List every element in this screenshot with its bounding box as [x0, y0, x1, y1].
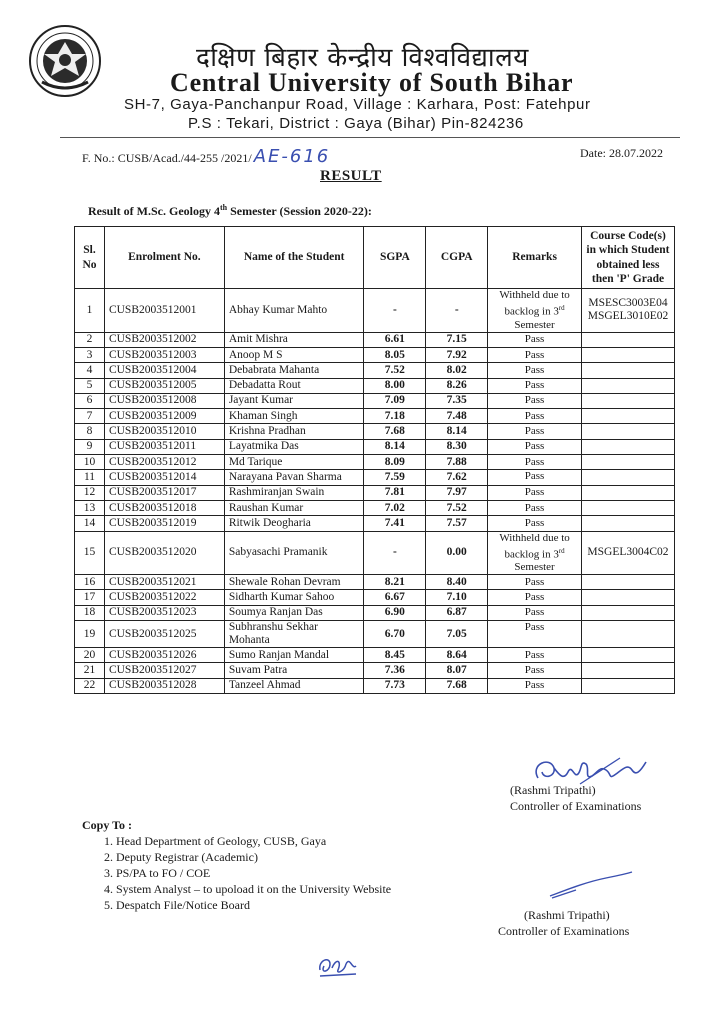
cell-sl-no: 18 — [75, 605, 105, 620]
cell-sl-no: 8 — [75, 424, 105, 439]
table-row — [75, 470, 675, 485]
cell-enrolment: CUSB2003512022 — [104, 590, 224, 605]
cell-sgpa: 7.73 — [364, 678, 426, 693]
cell-sgpa: 8.21 — [364, 575, 426, 590]
cell-sl-no: 2 — [75, 332, 105, 347]
file-number — [82, 146, 330, 167]
signatory-2-title: Controller of Examinations — [498, 924, 630, 938]
cell-name: Subhranshu Sekhar Mohanta — [224, 621, 364, 648]
table-row — [75, 363, 675, 378]
cell-enrolment: CUSB2003512025 — [104, 621, 224, 648]
university-name-hindi: दक्षिण बिहार केन्द्रीय विश्वविद्यालय — [196, 43, 529, 73]
cell-name: Khaman Singh — [224, 409, 364, 424]
cell-enrolment: CUSB2003512005 — [104, 378, 224, 393]
cell-sgpa: 7.41 — [364, 516, 426, 531]
cell-course-codes — [581, 470, 674, 485]
cell-course-codes — [581, 648, 674, 663]
header-sl-no: Sl. No — [75, 227, 105, 289]
cell-sgpa: 7.18 — [364, 409, 426, 424]
cell-sgpa: 6.70 — [364, 621, 426, 648]
university-name-english: Central University of South Bihar — [170, 68, 574, 97]
cell-course-codes — [581, 393, 674, 408]
copy-to-item: 5. Despatch File/Notice Board — [104, 898, 250, 912]
cell-cgpa: 8.26 — [426, 378, 488, 393]
cell-sl-no: 10 — [75, 455, 105, 470]
cell-name: Krishna Pradhan — [224, 424, 364, 439]
cell-sl-no: 11 — [75, 470, 105, 485]
cell-sl-no: 6 — [75, 393, 105, 408]
cell-enrolment: CUSB2003512023 — [104, 605, 224, 620]
cell-course-codes — [581, 485, 674, 500]
cell-sl-no: 20 — [75, 648, 105, 663]
result-subtitle-sup: th — [219, 203, 228, 212]
cell-name: Soumya Ranjan Das — [224, 605, 364, 620]
cell-name: Debabrata Mahanta — [224, 363, 364, 378]
header-sgpa: SGPA — [364, 227, 426, 289]
cell-cgpa: 7.62 — [426, 470, 488, 485]
cell-remarks: Pass — [488, 500, 582, 515]
cell-enrolment: CUSB2003512026 — [104, 648, 224, 663]
page-title: RESULT — [320, 168, 382, 184]
cell-sgpa: - — [364, 531, 426, 575]
table-row — [75, 605, 675, 620]
cell-name: Rashmiranjan Swain — [224, 485, 364, 500]
copy-to-heading: Copy To : — [82, 818, 133, 832]
cell-enrolment: CUSB2003512021 — [104, 575, 224, 590]
cell-name: Raushan Kumar — [224, 500, 364, 515]
cell-enrolment: CUSB2003512008 — [104, 393, 224, 408]
cell-cgpa: 8.14 — [426, 424, 488, 439]
cell-course-codes — [581, 378, 674, 393]
header-remarks: Remarks — [488, 227, 582, 289]
cell-sl-no: 4 — [75, 363, 105, 378]
cell-course-codes — [581, 621, 674, 648]
cell-enrolment: CUSB2003512028 — [104, 678, 224, 693]
cell-sgpa: 8.00 — [364, 378, 426, 393]
cell-course-codes — [581, 500, 674, 515]
cell-enrolment: CUSB2003512001 — [104, 289, 224, 333]
table-row — [75, 516, 675, 531]
controller-signature-2 — [546, 870, 636, 900]
cell-course-codes — [581, 332, 674, 347]
cell-sgpa: 7.36 — [364, 663, 426, 678]
table-row — [75, 590, 675, 605]
cell-course-codes: MSESC3003E04 MSGEL3010E02 — [581, 289, 674, 333]
cell-cgpa: 7.05 — [426, 621, 488, 648]
copy-to-item: 1. Head Department of Geology, CUSB, Gaya — [104, 834, 327, 848]
cell-course-codes — [581, 439, 674, 454]
cell-cgpa: 7.48 — [426, 409, 488, 424]
cell-course-codes — [581, 363, 674, 378]
cell-sgpa: - — [364, 289, 426, 333]
table-row — [75, 678, 675, 693]
cell-cgpa: 7.88 — [426, 455, 488, 470]
signatory-2-name: (Rashmi Tripathi) — [524, 908, 610, 922]
cell-sgpa: 7.09 — [364, 393, 426, 408]
cell-remarks: Pass — [488, 621, 582, 648]
cell-course-codes — [581, 590, 674, 605]
cell-cgpa: 8.30 — [426, 439, 488, 454]
result-subtitle-suffix: Semester (Session 2020-22): — [227, 204, 372, 218]
cell-sgpa: 7.52 — [364, 363, 426, 378]
cell-sgpa: 6.61 — [364, 332, 426, 347]
cell-course-codes — [581, 424, 674, 439]
cell-enrolment: CUSB2003512027 — [104, 663, 224, 678]
cell-enrolment: CUSB2003512002 — [104, 332, 224, 347]
cell-sl-no: 7 — [75, 409, 105, 424]
cell-sgpa: 6.67 — [364, 590, 426, 605]
cell-sgpa: 8.45 — [364, 648, 426, 663]
cell-enrolment: CUSB2003512003 — [104, 347, 224, 362]
table-row — [75, 289, 675, 333]
result-subtitle — [88, 203, 372, 219]
header-cgpa: CGPA — [426, 227, 488, 289]
cell-name: Sabyasachi Pramanik — [224, 531, 364, 575]
cell-enrolment: CUSB2003512004 — [104, 363, 224, 378]
cell-enrolment: CUSB2003512010 — [104, 424, 224, 439]
cell-sl-no: 15 — [75, 531, 105, 575]
cell-name: Anoop M S — [224, 347, 364, 362]
file-number-printed: F. No.: CUSB/Acad./44-255 /2021/ — [82, 151, 252, 165]
cell-sgpa: 7.59 — [364, 470, 426, 485]
cell-cgpa: 7.10 — [426, 590, 488, 605]
cell-sgpa: 8.05 — [364, 347, 426, 362]
copy-to-item: 4. System Analyst – to upoload it on the University Website — [104, 882, 392, 896]
cell-enrolment: CUSB2003512020 — [104, 531, 224, 575]
cell-remarks: Pass — [488, 485, 582, 500]
address-line-1: SH-7, Gaya-Panchanpur Road, Village : Karhara, Post: Fatehpur — [124, 96, 591, 113]
cell-enrolment: CUSB2003512009 — [104, 409, 224, 424]
cell-remarks: Pass — [488, 678, 582, 693]
table-header-row — [75, 227, 675, 289]
cell-course-codes — [581, 678, 674, 693]
address-line-2: P.S : Tekari, District : Gaya (Bihar) Pin-824236 — [188, 115, 524, 132]
cell-sgpa: 8.09 — [364, 455, 426, 470]
cell-sgpa: 7.68 — [364, 424, 426, 439]
cell-name: Amit Mishra — [224, 332, 364, 347]
cell-cgpa: 6.87 — [426, 605, 488, 620]
cell-name: Debadatta Rout — [224, 378, 364, 393]
cell-name: Ritwik Deogharia — [224, 516, 364, 531]
table-row — [75, 531, 675, 575]
cell-enrolment: CUSB2003512011 — [104, 439, 224, 454]
cell-remarks: Pass — [488, 648, 582, 663]
table-row — [75, 500, 675, 515]
cell-name: Narayana Pavan Sharma — [224, 470, 364, 485]
cell-remarks: Pass — [488, 363, 582, 378]
header-enrolment: Enrolment No. — [104, 227, 224, 289]
cell-sl-no: 9 — [75, 439, 105, 454]
cell-remarks: Pass — [488, 393, 582, 408]
cell-course-codes — [581, 409, 674, 424]
cell-cgpa: 7.68 — [426, 678, 488, 693]
cell-name: Sidharth Kumar Sahoo — [224, 590, 364, 605]
document-date: Date: 28.07.2022 — [580, 146, 663, 160]
cell-remarks: Pass — [488, 516, 582, 531]
cell-sgpa: 7.81 — [364, 485, 426, 500]
table-row — [75, 575, 675, 590]
signatory-1-title: Controller of Examinations — [510, 799, 642, 813]
cell-sl-no: 1 — [75, 289, 105, 333]
cell-cgpa: 7.97 — [426, 485, 488, 500]
cell-remarks: Pass — [488, 424, 582, 439]
header-name: Name of the Student — [224, 227, 364, 289]
cell-remarks: Pass — [488, 590, 582, 605]
cell-remarks: Pass — [488, 605, 582, 620]
cell-course-codes — [581, 663, 674, 678]
table-row — [75, 424, 675, 439]
copy-to-list — [104, 834, 391, 914]
table-row — [75, 378, 675, 393]
cell-enrolment: CUSB2003512017 — [104, 485, 224, 500]
cell-course-codes — [581, 347, 674, 362]
cell-cgpa: 7.52 — [426, 500, 488, 515]
file-number-handwritten: AE-616 — [253, 146, 331, 167]
cell-remarks: Pass — [488, 455, 582, 470]
cell-enrolment: CUSB2003512019 — [104, 516, 224, 531]
copy-to-item: 3. PS/PA to FO / COE — [104, 866, 211, 880]
results-table — [74, 226, 675, 694]
cell-name: Md Tarique — [224, 455, 364, 470]
cell-cgpa: 8.40 — [426, 575, 488, 590]
cell-sl-no: 12 — [75, 485, 105, 500]
cell-sl-no: 22 — [75, 678, 105, 693]
table-row — [75, 439, 675, 454]
cell-enrolment: CUSB2003512012 — [104, 455, 224, 470]
table-row — [75, 663, 675, 678]
cell-sl-no: 3 — [75, 347, 105, 362]
cell-cgpa: 0.00 — [426, 531, 488, 575]
cell-cgpa: 7.57 — [426, 516, 488, 531]
signatory-1-name: (Rashmi Tripathi) — [510, 783, 596, 797]
cell-remarks: Withheld due to backlog in 3rd Semester — [488, 531, 582, 575]
copy-to-item: 2. Deputy Registrar (Academic) — [104, 850, 258, 864]
cell-sl-no: 14 — [75, 516, 105, 531]
cell-cgpa: 8.07 — [426, 663, 488, 678]
cell-enrolment: CUSB2003512018 — [104, 500, 224, 515]
table-row — [75, 332, 675, 347]
cell-course-codes: MSGEL3004C02 — [581, 531, 674, 575]
result-subtitle-prefix: Result of M.Sc. Geology 4 — [88, 204, 220, 218]
cell-sgpa: 6.90 — [364, 605, 426, 620]
cell-remarks: Pass — [488, 663, 582, 678]
cell-enrolment: CUSB2003512014 — [104, 470, 224, 485]
table-row — [75, 393, 675, 408]
cell-name: Tanzeel Ahmad — [224, 678, 364, 693]
cell-cgpa: 8.64 — [426, 648, 488, 663]
header-course-codes: Course Code(s) in which Student obtained less then 'P' Grade — [581, 227, 674, 289]
cell-name: Abhay Kumar Mahto — [224, 289, 364, 333]
table-row — [75, 485, 675, 500]
cell-cgpa: 7.35 — [426, 393, 488, 408]
cell-sl-no: 16 — [75, 575, 105, 590]
cell-remarks: Pass — [488, 332, 582, 347]
cell-course-codes — [581, 516, 674, 531]
cell-sl-no: 17 — [75, 590, 105, 605]
cell-name: Shewale Rohan Devram — [224, 575, 364, 590]
cell-remarks: Pass — [488, 378, 582, 393]
results-table-body — [75, 289, 675, 694]
cell-name: Layatmika Das — [224, 439, 364, 454]
cell-cgpa: - — [426, 289, 488, 333]
cell-course-codes — [581, 605, 674, 620]
cell-name: Suvam Patra — [224, 663, 364, 678]
cell-name: Jayant Kumar — [224, 393, 364, 408]
table-row — [75, 347, 675, 362]
cell-remarks: Pass — [488, 409, 582, 424]
cell-cgpa: 7.15 — [426, 332, 488, 347]
cell-cgpa: 7.92 — [426, 347, 488, 362]
table-row — [75, 621, 675, 648]
cell-name: Sumo Ranjan Mandal — [224, 648, 364, 663]
handwritten-initials — [316, 952, 360, 978]
cell-sl-no: 13 — [75, 500, 105, 515]
cell-sl-no: 5 — [75, 378, 105, 393]
cell-sgpa: 8.14 — [364, 439, 426, 454]
cell-remarks: Pass — [488, 439, 582, 454]
cell-remarks: Pass — [488, 470, 582, 485]
cell-remarks: Pass — [488, 575, 582, 590]
table-row — [75, 409, 675, 424]
table-row — [75, 455, 675, 470]
university-seal-icon — [28, 24, 102, 98]
cell-remarks: Withheld due to backlog in 3rd Semester — [488, 289, 582, 333]
cell-cgpa: 8.02 — [426, 363, 488, 378]
table-row — [75, 648, 675, 663]
cell-course-codes — [581, 575, 674, 590]
cell-sl-no: 21 — [75, 663, 105, 678]
cell-sgpa: 7.02 — [364, 500, 426, 515]
header-divider — [60, 137, 680, 138]
cell-remarks: Pass — [488, 347, 582, 362]
cell-course-codes — [581, 455, 674, 470]
cell-sl-no: 19 — [75, 621, 105, 648]
